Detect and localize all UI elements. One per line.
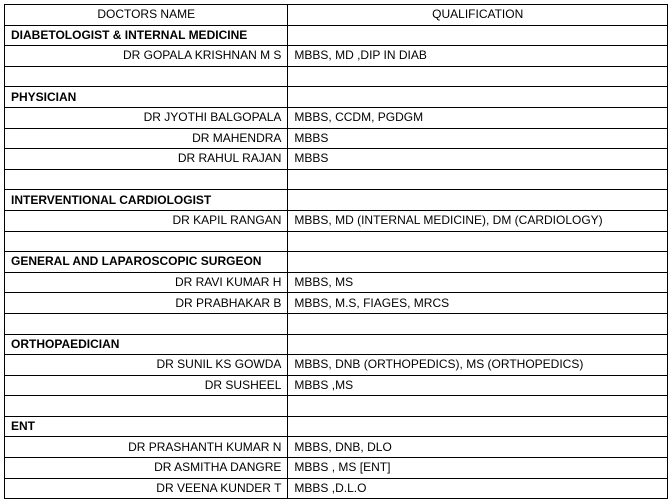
- specialty-heading: ORTHOPAEDICIAN: [5, 334, 288, 355]
- doctor-row: [5, 107, 668, 128]
- doctor-name-cell: DR MAHENDRA: [5, 128, 288, 149]
- doctor-name-cell: DR PRABHAKAR B: [5, 293, 288, 314]
- doctor-row: [5, 293, 668, 314]
- section-row: [5, 87, 668, 108]
- doctors-table: [4, 4, 668, 499]
- doctor-name-cell: DR GOPALA KRISHNAN M S: [5, 46, 288, 67]
- header-row: [5, 5, 668, 26]
- doctor-name-cell: [5, 313, 288, 334]
- qualification-cell: MBBS, DNB (ORTHOPEDICS), MS (ORTHOPEDICS): [288, 355, 668, 376]
- doctor-name-cell: DR SUSHEEL: [5, 375, 288, 396]
- blank-row: [5, 66, 668, 87]
- qualification-cell: MBBS: [288, 149, 668, 170]
- section-row: [5, 334, 668, 355]
- doctor-row: [5, 46, 668, 67]
- doctor-name-cell: [5, 396, 288, 417]
- section-row: [5, 190, 668, 211]
- doctor-row: [5, 272, 668, 293]
- doctor-row: [5, 458, 668, 479]
- blank-row: [5, 169, 668, 190]
- qualification-cell: MBBS: [288, 128, 668, 149]
- section-row: [5, 416, 668, 437]
- header-qualification: QUALIFICATION: [288, 5, 668, 26]
- qualification-cell: [288, 87, 668, 108]
- doctor-row: [5, 128, 668, 149]
- doctor-name-cell: [5, 231, 288, 252]
- section-row: [5, 252, 668, 273]
- section-row: [5, 25, 668, 46]
- doctor-name-cell: DR RAHUL RAJAN: [5, 149, 288, 170]
- qualification-cell: [288, 190, 668, 211]
- doctor-name-cell: DR KAPIL RANGAN: [5, 210, 288, 231]
- qualification-cell: MBBS, MD ,DIP IN DIAB: [288, 46, 668, 67]
- doctor-row: [5, 149, 668, 170]
- doctors-table-body: [5, 5, 668, 499]
- qualification-cell: MBBS, MS: [288, 272, 668, 293]
- qualification-cell: MBBS ,MS: [288, 375, 668, 396]
- doctor-row: [5, 375, 668, 396]
- doctor-name-cell: [5, 169, 288, 190]
- qualification-cell: [288, 231, 668, 252]
- specialty-heading: PHYSICIAN: [5, 87, 288, 108]
- doctor-name-cell: DR PRASHANTH KUMAR N: [5, 437, 288, 458]
- doctor-row: [5, 478, 668, 499]
- doctor-name-cell: [5, 66, 288, 87]
- specialty-heading: INTERVENTIONAL CARDIOLOGIST: [5, 190, 288, 211]
- qualification-cell: [288, 169, 668, 190]
- blank-row: [5, 231, 668, 252]
- specialty-heading: GENERAL AND LAPAROSCOPIC SURGEON: [5, 252, 288, 273]
- qualification-cell: [288, 25, 668, 46]
- qualification-cell: MBBS, M.S, FIAGES, MRCS: [288, 293, 668, 314]
- header-doctors-name: DOCTORS NAME: [5, 5, 288, 26]
- qualification-cell: [288, 313, 668, 334]
- doctor-name-cell: DR JYOTHI BALGOPALA: [5, 107, 288, 128]
- qualification-cell: MBBS ,D.L.O: [288, 478, 668, 499]
- qualification-cell: [288, 66, 668, 87]
- specialty-heading: DIABETOLOGIST & INTERNAL MEDICINE: [5, 25, 288, 46]
- qualification-cell: MBBS, DNB, DLO: [288, 437, 668, 458]
- qualification-cell: [288, 334, 668, 355]
- doctor-row: [5, 437, 668, 458]
- doctor-row: [5, 355, 668, 376]
- doctor-name-cell: DR ASMITHA DANGRE: [5, 458, 288, 479]
- qualification-cell: MBBS, CCDM, PGDGM: [288, 107, 668, 128]
- doctor-name-cell: DR SUNIL KS GOWDA: [5, 355, 288, 376]
- blank-row: [5, 396, 668, 417]
- doctor-row: [5, 210, 668, 231]
- qualification-cell: MBBS, MD (INTERNAL MEDICINE), DM (CARDIOLOGY): [288, 210, 668, 231]
- blank-row: [5, 313, 668, 334]
- doctor-name-cell: DR VEENA KUNDER T: [5, 478, 288, 499]
- qualification-cell: [288, 416, 668, 437]
- qualification-cell: MBBS , MS [ENT]: [288, 458, 668, 479]
- doctor-name-cell: DR RAVI KUMAR H: [5, 272, 288, 293]
- qualification-cell: [288, 396, 668, 417]
- qualification-cell: [288, 252, 668, 273]
- specialty-heading: ENT: [5, 416, 288, 437]
